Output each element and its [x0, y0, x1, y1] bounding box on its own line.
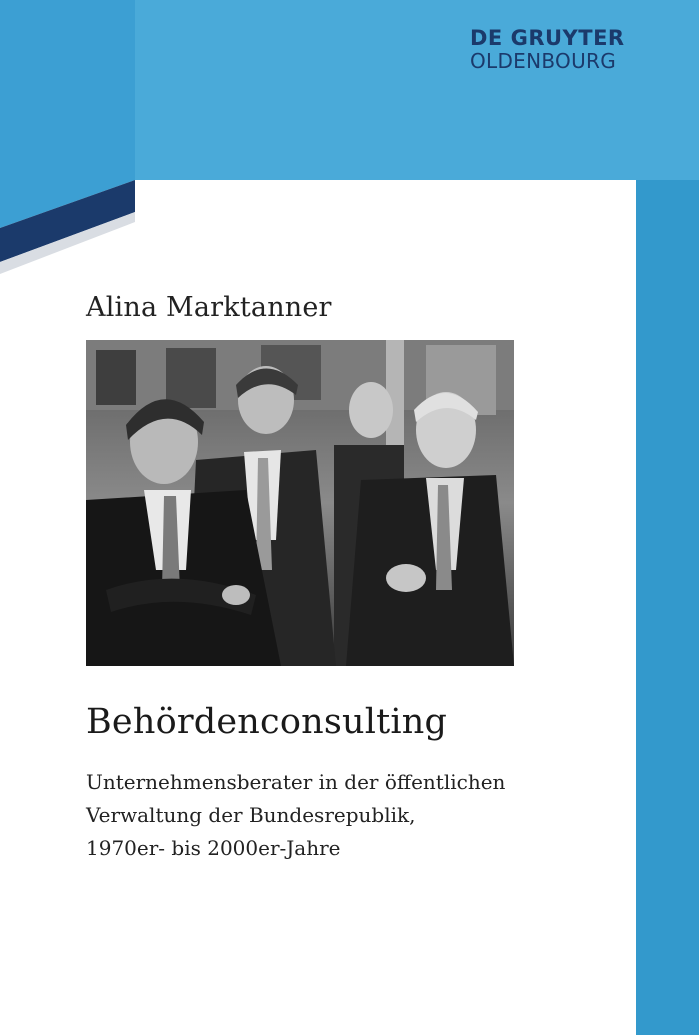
- corner-wedge-decoration: [0, 0, 135, 300]
- cover-photo-illustration: [86, 340, 514, 666]
- subtitle-line: Verwaltung der Bundesrepublik,: [86, 803, 416, 827]
- subtitle-line: Unternehmensberater in der öffentlichen: [86, 770, 506, 794]
- author-name: Alina Marktanner: [86, 292, 332, 323]
- book-subtitle: [86, 766, 606, 865]
- cover-photo: [86, 340, 514, 666]
- publisher-logo: [470, 28, 625, 71]
- publisher-name-line1: DE GRUYTER: [470, 26, 625, 50]
- subtitle-line: 1970er- bis 2000er-Jahre: [86, 836, 341, 860]
- publisher-name-line2: OLDENBOURG: [470, 49, 617, 73]
- right-color-band: [636, 180, 699, 1035]
- book-title: Behördenconsulting: [86, 702, 448, 742]
